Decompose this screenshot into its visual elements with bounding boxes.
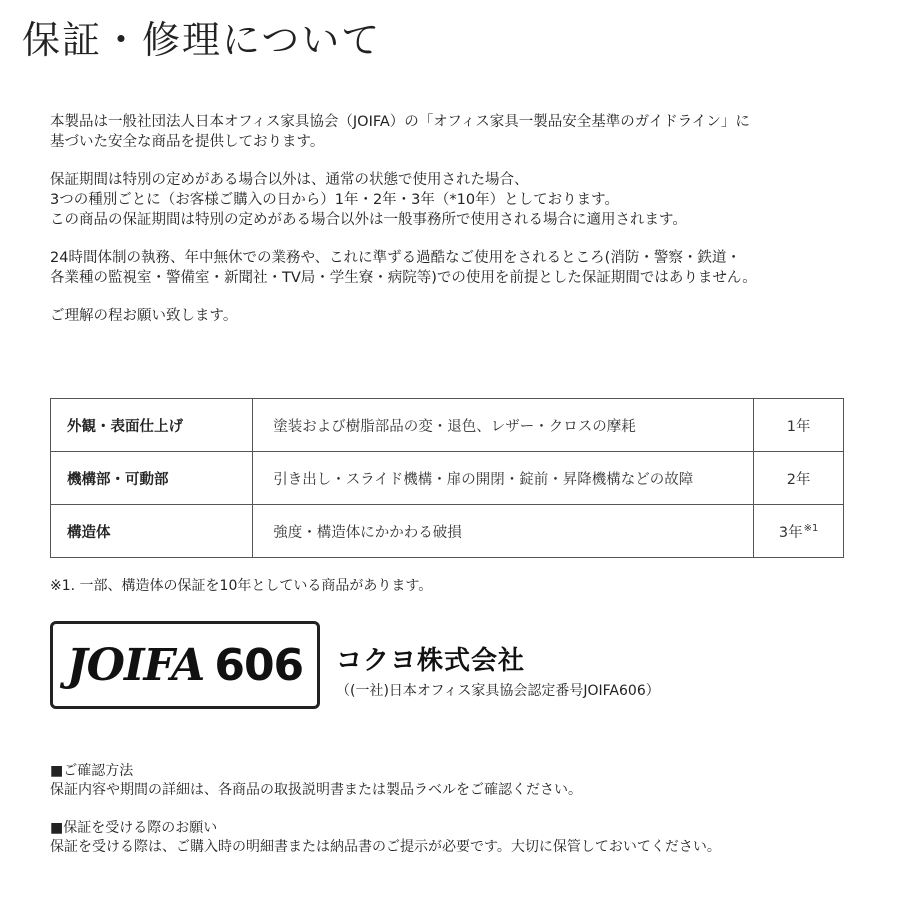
text-line: この商品の保証期間は特別の定めがある場合以外は一般事務所で使用される場合に適用されます。 [50,212,687,228]
text-line: 基づいた安全な商品を提供しております。 [50,134,325,150]
warranty-category: 外観・表面仕上げ [51,399,253,452]
intro-paragraph-4 [50,306,880,326]
intro-paragraph-1 [50,112,880,152]
note-heading: ■ご確認方法 [50,763,134,779]
request-note [50,819,880,857]
warranty-category: 機構部・可動部 [51,452,253,505]
text-line: 24時間体制の執務、年中無休での業務や、これに準ずる過酷なご使用をされるところ(消防・警察・鉄道・ [50,250,741,266]
confirm-note [50,762,880,800]
warranty-term-value: 3年 [778,524,803,541]
note-text: 保証内容や期間の詳細は、各商品の取扱説明書または製品ラベルをご確認ください。 [50,782,582,798]
warranty-description: 塗装および樹脂部品の変・退色、レザー・クロスの摩耗 [253,399,754,452]
warranty-description: 引き出し・スライド機構・扉の開閉・錠前・昇降機構などの故障 [253,452,754,505]
warranty-category: 構造体 [51,505,253,558]
warranty-description: 強度・構造体にかかわる破損 [253,505,754,558]
intro-text [50,112,880,344]
warranty-term-value: 2年 [786,471,811,488]
notes-section [50,762,880,876]
warranty-table [50,398,844,558]
text-line: 本製品は一般社団法人日本オフィス家具協会（JOIFA）の「オフィス家具一製品安全基準のガイドライン」に [50,114,750,130]
warranty-term [754,399,844,452]
text-line: 保証期間は特別の定めがある場合以外は、通常の状態で使用された場合、 [50,172,529,188]
table-row [51,452,844,505]
table-row [51,505,844,558]
certification-number: （(一社)日本オフィス家具協会認定番号JOIFA606） [336,683,660,699]
warranty-term-value: 1年 [786,418,811,435]
warranty-term [754,452,844,505]
warranty-term [754,505,844,558]
logo-number: 606 [214,639,304,691]
joifa-logo [50,621,320,709]
text-line: 3つの種別ごとに（お客様ご購入の日から）1年・2年・3年（*10年）としております。 [50,192,619,208]
note-text: 保証を受ける際は、ご購入時の明細書または納品書のご提示が必要です。大切に保管しておいてください。 [50,839,721,855]
company-name: コクヨ株式会社 [336,646,526,676]
note-heading: ■保証を受ける際のお願い [50,820,218,836]
text-line: 各業種の監視室・警備室・新聞社・TV局・学生寮・病院等)での使用を前提とした保証期間ではありません。 [50,270,757,286]
footnote-marker: ※1 [803,522,819,534]
intro-paragraph-2 [50,170,880,230]
table-row [51,399,844,452]
footnote: ※1. 一部、構造体の保証を10年としている商品があります。 [50,578,433,594]
page-title: 保証・修理について [22,18,382,62]
intro-paragraph-3 [50,248,880,288]
text-line: ご理解の程お願い致します。 [50,308,238,324]
logo-brand: JOIFA [66,639,205,691]
